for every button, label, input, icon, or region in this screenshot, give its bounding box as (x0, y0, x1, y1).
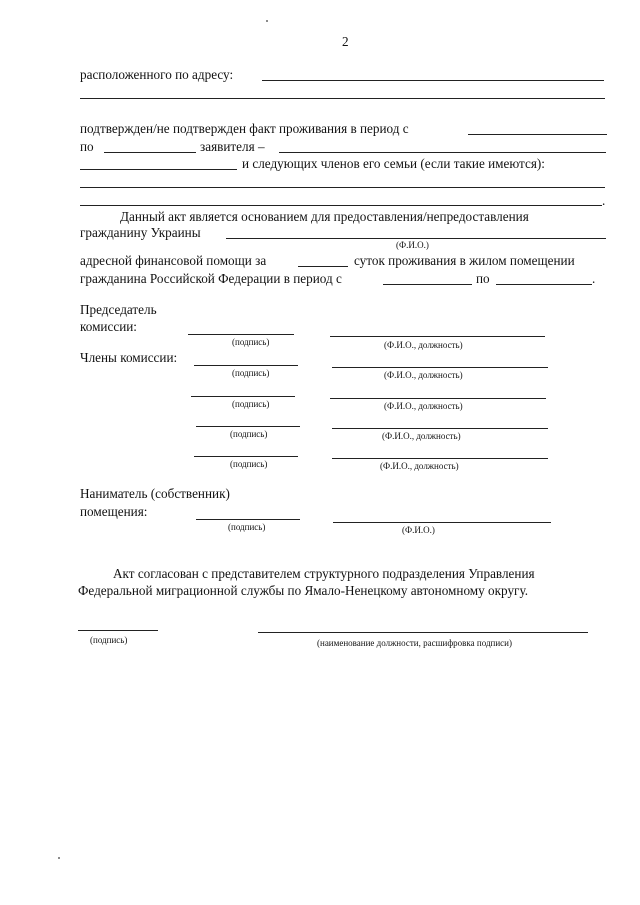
member-4-name-field[interactable] (332, 458, 548, 459)
agreement-line-2: Федеральной миграционной службы по Ямало-Ненецкому автономному округу. (78, 583, 529, 598)
applicant-field-cont[interactable] (80, 169, 237, 170)
member-4-name-caption: (Ф.И.О., должность) (380, 461, 459, 471)
member-1-name-field[interactable] (332, 367, 548, 368)
tenant-label-1: Наниматель (собственник) (80, 486, 230, 501)
member-1-signature-caption: (подпись) (232, 368, 270, 378)
final-name-caption: (наименование должности, расшифровка подписи) (317, 638, 512, 648)
member-2-signature-caption: (подпись) (232, 399, 270, 409)
chairman-label-1: Председатель (80, 302, 157, 317)
tenant-signature-caption: (подпись) (228, 522, 266, 532)
applicant-field[interactable] (279, 152, 606, 153)
family-line-1[interactable] (80, 187, 605, 188)
tenant-label-2: помещения: (80, 504, 148, 519)
member-1-name-caption: (Ф.И.О., должность) (384, 370, 463, 380)
member-3-signature-caption: (подпись) (230, 429, 268, 439)
member-2-name-field[interactable] (330, 398, 546, 399)
chairman-label-2: комиссии: (80, 319, 137, 334)
member-2-name-caption: (Ф.И.О., должность) (384, 401, 463, 411)
member-1-signature-field[interactable] (194, 365, 298, 366)
final-signature-field[interactable] (78, 630, 158, 631)
applicant-label: заявителя – (200, 139, 265, 154)
final-signature-caption: (подпись) (90, 635, 128, 645)
days-field[interactable] (298, 266, 348, 267)
final-name-field[interactable] (258, 632, 588, 633)
chairman-name-field[interactable] (330, 336, 545, 337)
tenant-name-caption: (Ф.И.О.) (402, 525, 435, 535)
member-3-name-caption: (Ф.И.О., должность) (382, 431, 461, 441)
residence-to-label: по (80, 139, 94, 154)
tenant-signature-field[interactable] (196, 519, 300, 520)
period-to-field[interactable] (496, 284, 592, 285)
residence-period-text: подтвержден/не подтвержден факт проживания в период с (80, 121, 409, 136)
address-line-1[interactable] (262, 80, 604, 81)
member-3-signature-field[interactable] (196, 426, 300, 427)
chairman-signature-field[interactable] (188, 334, 294, 335)
period-from-field[interactable] (383, 284, 472, 285)
page-number: 2 (342, 34, 349, 49)
agreement-line-1: Акт согласован с представителем структурного подразделения Управления (113, 566, 535, 581)
address-line-2[interactable] (80, 98, 605, 99)
member-2-signature-field[interactable] (191, 396, 295, 397)
family-line-2[interactable] (80, 205, 602, 206)
scan-speck (58, 857, 60, 859)
citizen-ukraine-label: гражданину Украины (80, 225, 201, 240)
family-members-text: и следующих членов его семьи (если такие имеются): (242, 156, 545, 171)
period-to-label: по (476, 271, 490, 286)
basis-line-4: гражданина Российской Федерации в период с (80, 271, 342, 286)
tenant-name-field[interactable] (333, 522, 551, 523)
residence-to-field[interactable] (104, 152, 196, 153)
citizen-fio-caption: (Ф.И.О.) (396, 240, 429, 250)
residence-from-field[interactable] (468, 134, 607, 135)
member-4-signature-field[interactable] (194, 456, 298, 457)
basis-line-3a: адресной финансовой помощи за (80, 253, 267, 268)
family-end-dot: . (602, 193, 606, 208)
member-3-name-field[interactable] (332, 428, 548, 429)
address-label: расположенного по адресу: (80, 67, 234, 82)
citizen-ukraine-field[interactable] (226, 238, 606, 239)
chairman-name-caption: (Ф.И.О., должность) (384, 340, 463, 350)
chairman-signature-caption: (подпись) (232, 337, 270, 347)
scan-speck (266, 20, 268, 22)
basis-line-3b: суток проживания в жилом помещении (354, 253, 575, 268)
period-end-dot: . (592, 271, 596, 286)
basis-line-1: Данный акт является основанием для предоставления/непредоставления (120, 209, 529, 224)
member-4-signature-caption: (подпись) (230, 459, 268, 469)
members-label: Члены комиссии: (80, 350, 178, 365)
